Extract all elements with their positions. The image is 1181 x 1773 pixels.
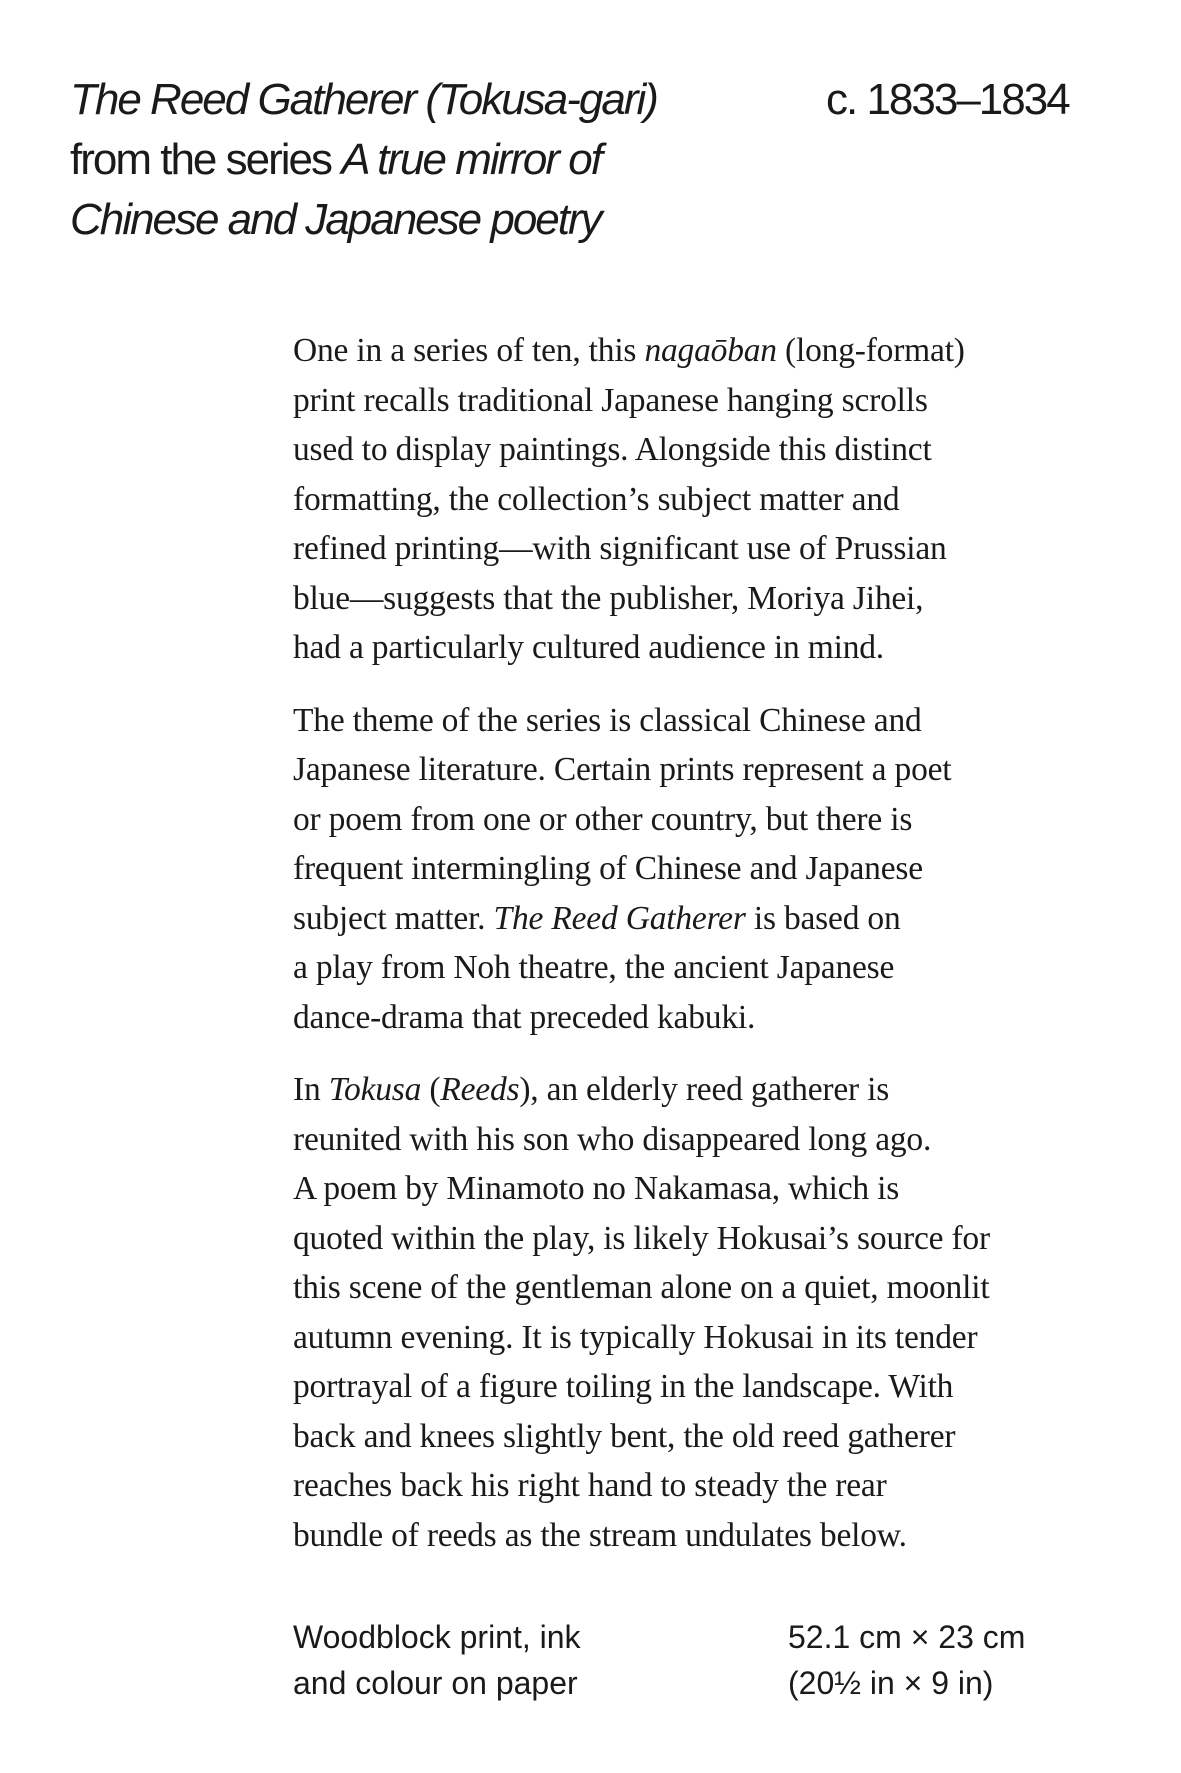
title-series-name-part1: A true mirror of [341, 135, 601, 184]
title-series-name-part2: Chinese and Japanese poetry [70, 195, 601, 244]
title-line-3 [70, 190, 750, 250]
description-paragraph-3: In Tokusa (Reeds), an elderly reed gatherer is reunited with his son who disappeared long ago. A poem by Minamoto no Nakamasa, which is quoted within the play, is likely Hokusai’s source for this scene of the gentleman alone on a quiet, moonlit autumn evening. It is typically Hokusai in its tender portrayal of a figure toiling in the landscape. With back and knees slightly bent, the old reed gatherer reaches back his right hand to steady the rear bundle of reeds as the stream undulates below. [293, 1071, 990, 1554]
artwork-title [70, 70, 750, 250]
artwork-medium: Woodblock print, ink and colour on paper [293, 1619, 581, 1701]
artwork-date: c. 1833–1834 [826, 75, 1069, 124]
description-paragraph-2: The theme of the series is classical Chinese and Japanese literature. Certain prints represent a poet or poem from one or other country, but there is frequent intermingling of Chinese and Japanese subject matter. The Reed Gatherer is based on a play from Noh theatre, the ancient Japanese dance-drama that preceded kabuki. [293, 701, 952, 1036]
description-paragraph-1: One in a series of ten, this nagaōban (long-format) print recalls traditional Japanese hanging scrolls used to display paintings. Alongside this distinct formatting, the collection’s subject matter and refined printing—with significant use of Prussian blue—suggests that the publisher, Moriya Jihei, had a particularly cultured audience in mind. [293, 332, 965, 666]
description [293, 326, 1133, 1583]
title-series-prefix: from the series [70, 135, 342, 184]
artwork-dimensions: 52.1 cm × 23 cm (20½ in × 9 in) [788, 1619, 1026, 1701]
title-main: The Reed Gatherer (Tokusa-gari) [70, 75, 657, 124]
title-line-2 [70, 130, 750, 190]
title-line-1 [70, 70, 750, 130]
